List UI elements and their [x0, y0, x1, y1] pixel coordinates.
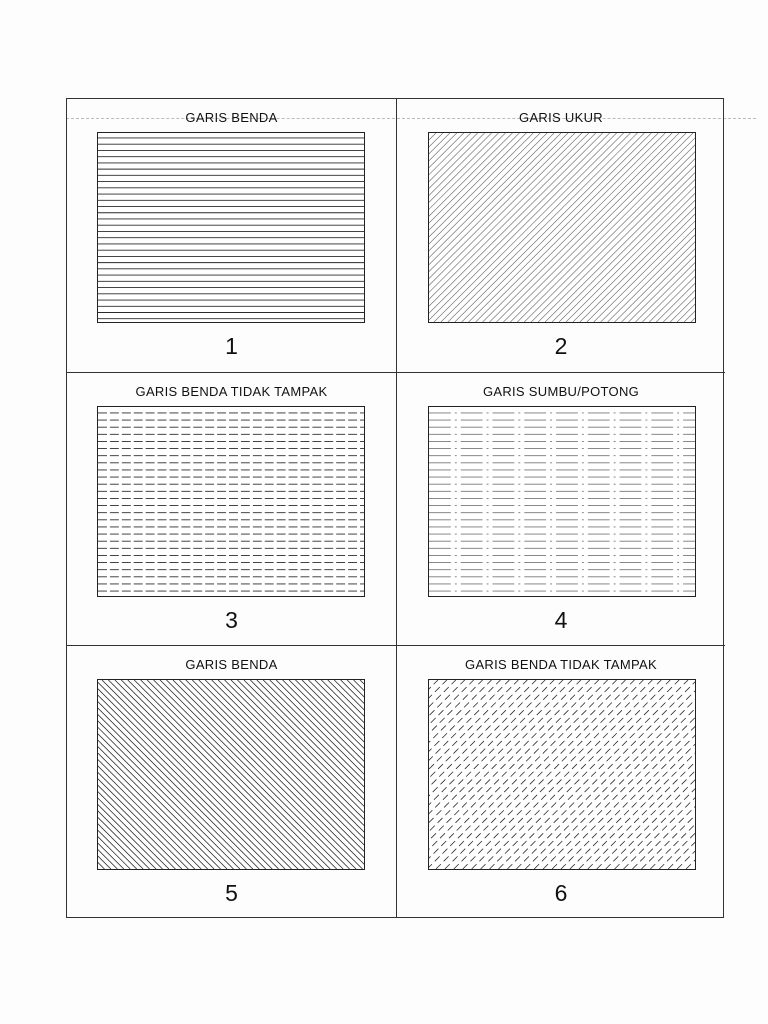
cell-title: GARIS UKUR — [519, 110, 603, 125]
hatch-line — [98, 680, 221, 869]
hatch-line — [498, 680, 688, 869]
cell-number: 6 — [554, 880, 568, 906]
pattern-svg — [98, 680, 364, 869]
cell-1 — [67, 99, 396, 372]
hatch-line — [525, 680, 695, 869]
hatch-line — [606, 680, 695, 869]
hatch-line — [147, 680, 337, 869]
hatch-line — [115, 680, 305, 869]
hatch-line — [615, 133, 695, 322]
hatch-line — [98, 680, 104, 869]
hatch-line — [429, 680, 474, 869]
hatch-line — [635, 133, 695, 322]
hatch-line — [429, 133, 589, 322]
hatch-line — [445, 680, 635, 869]
hatch-line — [128, 680, 318, 869]
hatch-line — [102, 680, 292, 869]
pattern-horizontal-dashed — [97, 406, 365, 597]
hatch-line — [341, 680, 364, 869]
hatch-line — [641, 680, 695, 869]
hatch-line — [483, 133, 673, 322]
cell-6 — [396, 645, 725, 918]
hatch-line — [429, 133, 540, 322]
hatch-line — [429, 680, 536, 869]
hatch-line — [154, 680, 344, 869]
hatch-line — [231, 680, 364, 869]
cell-number: 3 — [225, 607, 238, 633]
hatch-line — [244, 680, 364, 869]
hatch-line — [429, 680, 563, 869]
hatch-line — [429, 133, 547, 322]
cell-number: 4 — [554, 607, 568, 633]
hatching-sheet — [66, 98, 724, 918]
hatch-line — [472, 680, 662, 869]
hatch-line — [429, 680, 438, 869]
hatch-line — [429, 680, 554, 869]
hatch-line — [429, 680, 500, 869]
hatch-line — [429, 680, 447, 869]
hatch-line — [98, 680, 233, 869]
hatch-line — [517, 133, 695, 322]
hatch-line — [469, 133, 659, 322]
hatch-line — [650, 680, 695, 869]
hatch-line — [448, 133, 638, 322]
cell-5 — [67, 645, 396, 918]
pattern-dash-dot — [428, 406, 696, 597]
hatch-line — [360, 680, 364, 869]
hatch-line — [503, 133, 693, 322]
cell-title: GARIS BENDA TIDAK TAMPAK — [135, 384, 328, 399]
hatch-line — [516, 680, 695, 869]
hatch-line — [134, 680, 324, 869]
hatch-line — [121, 680, 311, 869]
hatch-line — [429, 680, 492, 869]
hatch-line — [490, 680, 680, 869]
hatch-line — [429, 680, 599, 869]
hatch-line — [166, 680, 356, 869]
hatch-line — [429, 133, 568, 322]
hatch-line — [429, 680, 483, 869]
hatch-line — [566, 133, 695, 322]
hatch-line — [561, 680, 695, 869]
hatch-line — [476, 133, 666, 322]
pattern-diagonal-backward — [97, 679, 365, 870]
hatch-line — [441, 133, 631, 322]
hatch-line — [429, 133, 498, 322]
hatch-line — [579, 680, 695, 869]
hatch-line — [141, 680, 331, 869]
pattern-diagonal-dashed — [428, 679, 696, 870]
hatch-line — [160, 680, 350, 869]
pattern-svg — [429, 680, 695, 869]
hatch-line — [429, 680, 617, 869]
cell-3 — [67, 372, 396, 645]
hatch-line — [632, 680, 695, 869]
hatch-line — [624, 680, 695, 869]
hatch-line — [588, 680, 695, 869]
hatch-line — [677, 680, 695, 869]
hatch-line — [429, 680, 518, 869]
pattern-svg — [429, 407, 695, 596]
hatch-line — [429, 133, 617, 322]
hatch-line — [496, 133, 686, 322]
hatch-line — [656, 133, 695, 322]
pattern-svg — [429, 133, 695, 322]
hatch-line — [481, 680, 671, 869]
pattern-diagonal-fine — [428, 132, 696, 323]
hatch-line — [490, 133, 680, 322]
cell-number: 1 — [225, 333, 238, 359]
cell-2 — [396, 99, 725, 372]
pattern-svg — [98, 133, 364, 322]
pattern-svg — [98, 407, 364, 596]
hatch-line — [429, 680, 590, 869]
hatch-line — [108, 680, 298, 869]
hatch-line — [534, 680, 695, 869]
hatch-line — [686, 680, 695, 869]
cell-title: GARIS BENDA — [185, 657, 278, 672]
cell-number: 2 — [554, 333, 568, 359]
cell-4 — [396, 372, 725, 645]
cell-title: GARIS BENDA TIDAK TAMPAK — [465, 657, 657, 672]
hatch-line — [429, 133, 450, 322]
hatch-line — [212, 680, 364, 869]
hatch-line — [507, 680, 695, 869]
hatch-line — [173, 680, 363, 869]
hatch-line — [434, 133, 624, 322]
hatch-line — [429, 680, 545, 869]
hatch-line — [462, 133, 652, 322]
cell-title: GARIS BENDA — [185, 110, 278, 125]
hatch-line — [436, 680, 626, 869]
hatch-line — [463, 680, 653, 869]
hatch-line — [570, 680, 695, 869]
hatch-line — [429, 680, 608, 869]
cell-number: 5 — [225, 880, 238, 906]
cell-title: GARIS SUMBU/POTONG — [482, 384, 640, 399]
hatch-line — [454, 680, 644, 869]
hatch-line — [455, 133, 645, 322]
pattern-horizontal-lines — [97, 132, 365, 323]
